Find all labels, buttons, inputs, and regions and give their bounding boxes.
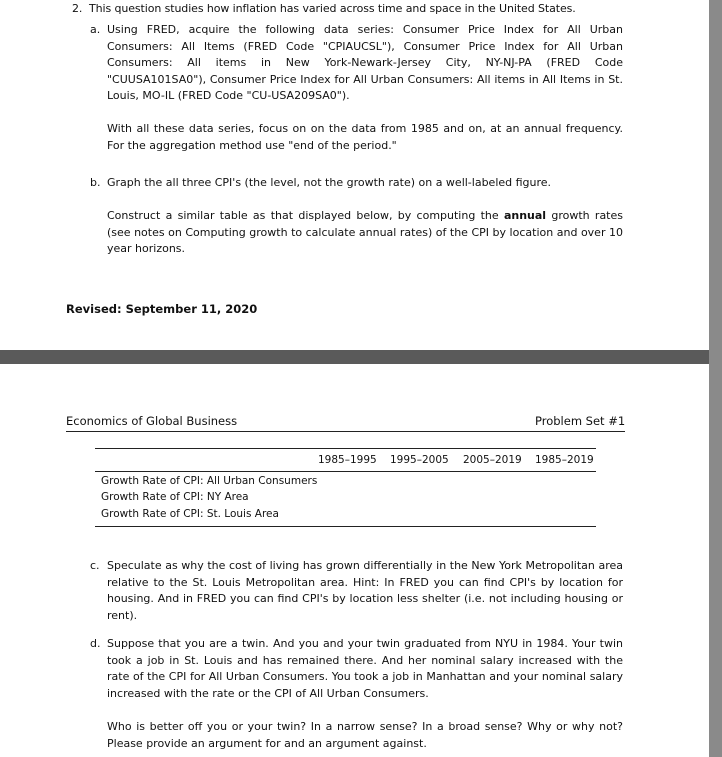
- running-header-left: Economics of Global Business: [66, 414, 238, 428]
- table-col-header: 1985–2019: [535, 454, 594, 466]
- item-c-letter: c.: [90, 559, 100, 572]
- running-header-right: Problem Set #1: [535, 414, 626, 428]
- page-separator: [0, 350, 722, 364]
- table-mid-rule: [95, 471, 596, 472]
- item-b-note-post: growth rates (see notes on Computing growth to calculate annual rates) of the CPI by location and over 10 year horizons.: [107, 209, 623, 256]
- item-b-note-bold: annual: [503, 209, 547, 222]
- table-row-label: Growth Rate of CPI: All Urban Consumers: [101, 475, 318, 487]
- table-col-header: 2005–2019: [463, 454, 522, 466]
- item-b-letter: b.: [90, 176, 101, 189]
- question-intro: This question studies how inflation has varied across time and space in the United States.: [89, 2, 576, 15]
- item-b-note-pre: Construct a similar table as that displayed below, by computing the: [107, 209, 504, 222]
- table-row-label: Growth Rate of CPI: NY Area: [101, 491, 249, 503]
- table-row-label: Growth Rate of CPI: St. Louis Area: [101, 508, 279, 520]
- table-bottom-rule: [95, 526, 596, 527]
- item-b-text: Graph the all three CPI's (the level, not the growth rate) on a well-labeled figure.: [107, 176, 552, 189]
- item-a-note: With all these data series, focus on on the data from 1985 and on, at an annual frequency. For the aggregation method use "end of the period.": [107, 122, 623, 152]
- question-number: 2.: [72, 2, 83, 15]
- viewer-right-gutter: [709, 0, 722, 757]
- item-d-note: Who is better off you or your twin? In a narrow sense? In a broad sense? Why or why not? Please provide an argument for and an argument against.: [107, 720, 623, 750]
- item-d-text: Suppose that you are a twin. And you and your twin graduated from NYU in 1984. Your twin took a job in St. Louis and has remained there. And her nominal salary increased with the rate of the CPI for All Urban Consumers. You took a job in Manhattan and your nominal salary increased with the rate or the CPI of All Urban Consumers.: [107, 637, 623, 700]
- revised-date: Revised: September 11, 2020: [66, 302, 258, 316]
- table-col-header: 1995–2005: [390, 454, 449, 466]
- item-a-text: Using FRED, acquire the following data series: Consumer Price Index for All Urban Consumers: All Items (FRED Code "CPIAUCSL"), Consumer Price Index for All Urban Consumers: All items in New York-Newark-Jersey City, NY-NJ-PA (FRED Code "CUUSA101SA0"), Consumer Price Index for All Urban Consumers: All items in All Items in St. Louis, MO-IL (FRED Code "CU-USA209SA0").: [107, 23, 623, 103]
- header-rule: [66, 431, 625, 432]
- item-c-text: Speculate as why the cost of living has grown differentially in the New York Metropolitan area relative to the St. Louis Metropolitan area. Hint: In FRED you can find CPI's by location for housing. And in FRED you can find CPI's by location less shelter (i.e. not including housing or rent).: [107, 559, 623, 622]
- item-d-letter: d.: [90, 637, 101, 650]
- table-top-rule: [95, 448, 596, 449]
- item-a-letter: a.: [90, 23, 101, 36]
- item-b-note: [107, 208, 623, 258]
- table-col-header: 1985–1995: [318, 454, 377, 466]
